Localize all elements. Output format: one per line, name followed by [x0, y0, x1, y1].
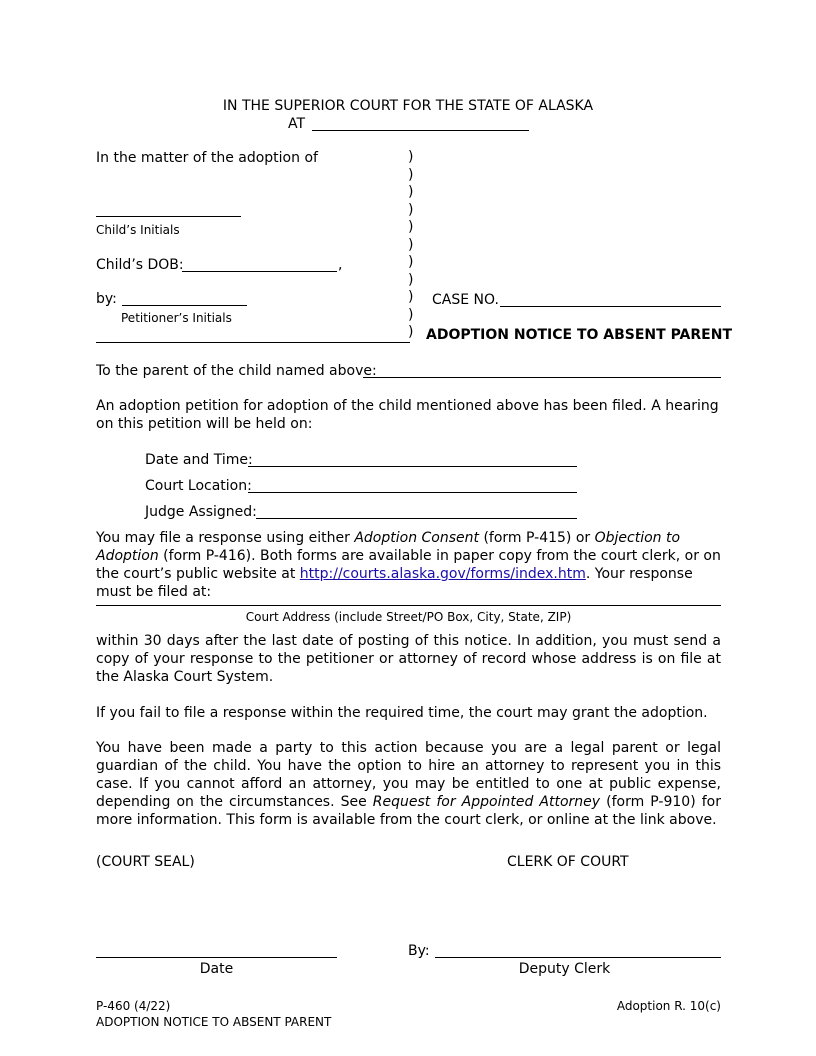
date-time-field[interactable]: [248, 466, 577, 467]
adoption-consent-form-ref: Adoption Consent: [354, 530, 479, 546]
form-number: P-460 (4/22): [96, 999, 171, 1013]
bracket-9: ): [408, 289, 414, 305]
at-location-field[interactable]: [312, 130, 529, 131]
rule-reference: Adoption R. 10(c): [616, 999, 721, 1013]
matter-label: In the matter of the adoption of: [96, 150, 318, 166]
response-text-1: You may file a response using either: [96, 530, 355, 546]
date-time-label: Date and Time:: [145, 452, 253, 468]
footer-form-name: ADOPTION NOTICE TO ABSENT PARENT: [96, 1015, 332, 1029]
court-location-label: Court Location:: [145, 478, 252, 494]
bracket-11: ): [408, 324, 414, 340]
childs-initials-label: Child’s Initials: [96, 223, 180, 237]
within-days-paragraph: within 30 days after the last date of posting of this notice. In addition, you must send a copy of your response to the petitioner or attorney of record whose address is on file at the Alaska Court System.: [96, 633, 721, 685]
by-signature-label: By:: [408, 943, 430, 959]
caption-bracket: [408, 149, 413, 342]
response-text-2: (form P-415) or: [479, 530, 595, 546]
bracket-3: ): [408, 184, 414, 200]
case-no-label: CASE NO.: [432, 292, 499, 308]
at-label: AT: [288, 116, 306, 132]
judge-assigned-field[interactable]: [256, 518, 577, 519]
bracket-7: ): [408, 254, 414, 270]
parent-name-field[interactable]: [363, 377, 721, 378]
appointed-attorney-form-ref: Request for Appointed Attorney: [372, 794, 601, 810]
party-text-1: You have been made a party to this action because you are a legal parent or legal guardian of the child. You have the option to hire an attorney to represent you in this case. If you cannot afford an attorney, you may be entitled to one at public expense, depending on the circumstances. See: [96, 740, 721, 810]
childs-dob-label: Child’s DOB:: [96, 257, 184, 273]
clerk-of-court-label: CLERK OF COURT: [507, 854, 629, 870]
bracket-2: ): [408, 166, 414, 183]
objection-form-ref: Objection to Adoption: [96, 530, 681, 564]
deputy-clerk-signature-field[interactable]: [435, 957, 721, 958]
fail-paragraph: If you fail to file a response within the required time, the court may grant the adoption.: [96, 705, 708, 721]
form-title: ADOPTION NOTICE TO ABSENT PARENT: [426, 327, 732, 343]
bracket-6: ): [408, 236, 414, 253]
dob-comma: ,: [338, 257, 343, 273]
childs-initials-field[interactable]: [96, 216, 241, 217]
party-text-2: (form P-910) for more information. This form is available from the court clerk, or online at the link above.: [96, 794, 721, 828]
date-signature-field[interactable]: [96, 957, 337, 958]
case-no-field[interactable]: [500, 306, 721, 307]
deputy-clerk-label: Deputy Clerk: [518, 961, 611, 977]
to-parent-label: To the parent of the child named above:: [96, 363, 377, 379]
response-paragraph: [96, 529, 721, 601]
bracket-1: ): [408, 149, 414, 165]
date-label: Date: [199, 961, 234, 977]
petitioners-initials-field[interactable]: [122, 305, 247, 306]
childs-dob-field[interactable]: [182, 271, 337, 272]
intro-paragraph: An adoption petition for adoption of the child mentioned above has been filed. A hearing on this petition will be held on:: [96, 398, 719, 432]
forms-website-link[interactable]: http://courts.alaska.gov/forms/index.htm: [299, 566, 586, 582]
response-text-3: (form P-416). Both forms are available in paper copy from the court clerk, or on the court’s public website at: [96, 548, 721, 582]
court-address-label: Court Address (include Street/PO Box, City, State, ZIP): [245, 610, 572, 624]
court-seal-label: (COURT SEAL): [96, 854, 195, 870]
court-location-field[interactable]: [248, 492, 577, 493]
caption-bottom-line: [96, 342, 410, 343]
court-address-field[interactable]: [96, 605, 721, 606]
party-paragraph: [96, 739, 721, 829]
court-title: IN THE SUPERIOR COURT FOR THE STATE OF ALASKA: [222, 98, 594, 114]
bracket-8: ): [408, 271, 414, 288]
bracket-5: ): [408, 219, 414, 235]
response-text-4: . Your response must be filed at:: [96, 566, 693, 600]
bracket-4: ): [408, 201, 414, 218]
bracket-10: ): [408, 306, 414, 323]
by-label: by:: [96, 291, 117, 307]
petitioners-initials-label: Petitioner’s Initials: [121, 311, 232, 325]
judge-assigned-label: Judge Assigned:: [145, 504, 257, 520]
